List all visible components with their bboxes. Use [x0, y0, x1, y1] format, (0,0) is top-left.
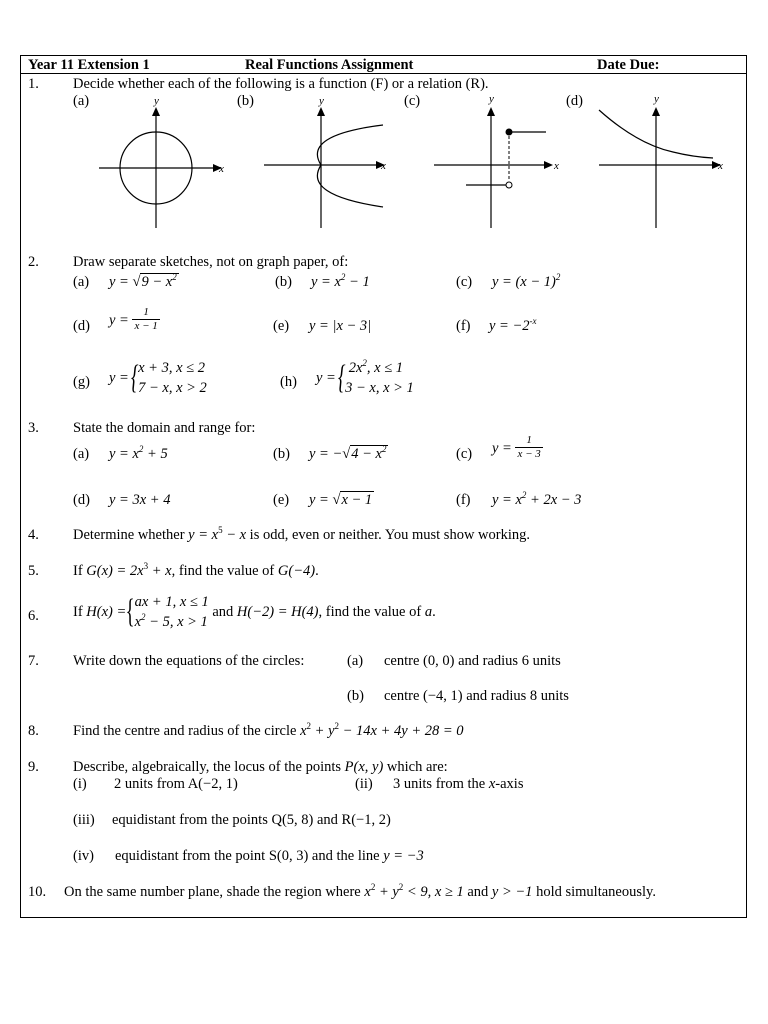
q2-b-expr: $y = x^2 - 1$ [311, 272, 370, 290]
q8-number: 8. [28, 723, 39, 739]
q2-g-expr: y = { x + 3, x ≤ 2 7 − x, x > 2 [109, 359, 207, 397]
q9-ii-text: 3 units from the x-axis [393, 776, 524, 792]
graph-d-y-arrow [652, 107, 660, 116]
graph-c-x-arrow [544, 161, 553, 169]
graph-d-decay [595, 92, 730, 230]
q7-b-text: centre (−4, 1) and radius 8 units [384, 688, 569, 704]
q1-number: 1. [28, 76, 39, 92]
q3-c-expr: y = $\frac{1}{x - 3}$ [492, 434, 541, 460]
q3-f-expr: $y = x^2 + 2x - 3$ [492, 490, 582, 508]
q7-a-text: centre (0, 0) and radius 6 units [384, 653, 561, 669]
q2-d-expr: y = $\frac{1}{x - 1}$ [109, 306, 158, 332]
q4-number: 4. [28, 527, 39, 543]
q4-text: Determine whether $y = x^5 - x$ is odd, even or neither. You must show working. [73, 525, 531, 543]
q3-number: 3. [28, 420, 39, 436]
q2-f-expr: $y = -2^{-x}$ [489, 316, 537, 334]
q7-b-label: (b) [347, 688, 364, 704]
q1-label-b: (b) [237, 93, 254, 109]
q6-brace: { [125, 593, 135, 631]
graph-a-circle [95, 92, 230, 230]
graph-c-x-label: x [554, 160, 559, 172]
q9-iv-label: (iv) [73, 848, 94, 864]
q2-text: Draw separate sketches, not on graph paper, of: [73, 254, 349, 270]
q2-d-label: (d) [73, 318, 90, 334]
graph-c-step [430, 92, 565, 230]
graph-b-y-arrow [317, 107, 325, 116]
q9-ii-label: (ii) [355, 776, 373, 792]
q3-a-expr: $y = x^2 + 5$ [109, 444, 168, 462]
graph-d-y-label: y [654, 93, 659, 105]
q7-number: 7. [28, 653, 39, 669]
q2-e-label: (e) [273, 318, 290, 334]
q3-b-expr: $y = -√4 - x^2$ [309, 444, 387, 462]
q2-a-expr: $y = √9 - x^2$ [109, 272, 177, 290]
q3-e-label: (e) [273, 492, 290, 508]
q2-h-brace: { [338, 359, 347, 397]
q2-c-expr: $y = (x - 1)^2$ [492, 272, 561, 290]
graph-c-open-dot [506, 182, 512, 188]
q3-c-label: (c) [456, 446, 473, 462]
q2-e-expr: y = |x − 3| [309, 318, 372, 334]
q1-label-a: (a) [73, 93, 90, 109]
graph-c-y-arrow [487, 107, 495, 116]
q6-number: 6. [28, 608, 39, 624]
q2-h-label: (h) [280, 374, 297, 390]
graph-b-y-label: y [319, 95, 324, 107]
q1-label-d: (d) [566, 93, 583, 109]
q9-iv-text: equidistant from the point S(0, 3) and the line y = −3 [115, 848, 424, 864]
q2-a-label: (a) [73, 274, 90, 290]
header-date-due: Date Due: [597, 57, 660, 73]
q6-text: If H(x) ={ ax + 1, x ≤ 1 $x^2 - 5$, x > 1 and H(−2) = H(4), find the value of a. [73, 593, 436, 631]
graph-d-x-label: x [718, 160, 723, 172]
header-divider [20, 73, 747, 74]
q2-c-label: (c) [456, 274, 473, 290]
q2-b-label: (b) [275, 274, 292, 290]
q3-d-label: (d) [73, 492, 90, 508]
header-year: Year 11 Extension 1 [28, 57, 150, 73]
q1-label-c: (c) [404, 93, 421, 109]
q8-text: Find the centre and radius of the circle $x^2 + y^2 - 14x + 4y + 28 = 0$ [73, 721, 464, 739]
graph-b-curve [317, 125, 383, 207]
q9-number: 9. [28, 759, 39, 775]
q2-g-label: (g) [73, 374, 90, 390]
q10-number: 10. [28, 884, 47, 900]
q9-iii-text: equidistant from the points Q(5, 8) and R(−1, 2) [112, 812, 391, 828]
q9-i-label: (i) [73, 776, 87, 792]
graph-c-y-label: y [489, 93, 494, 105]
q3-text: State the domain and range for: [73, 420, 256, 436]
q3-d-expr: y = 3x + 4 [109, 492, 171, 508]
q3-f-label: (f) [456, 492, 471, 508]
q9-text: Describe, algebraically, the locus of the points P(x, y) which are: [73, 759, 448, 775]
q1-text: Decide whether each of the following is a function (F) or a relation (R). [73, 76, 489, 92]
graph-a-x-label: x [219, 163, 224, 175]
header-title: Real Functions Assignment [245, 57, 414, 73]
graph-a-y-arrow [152, 107, 160, 116]
q5-number: 5. [28, 563, 39, 579]
q2-h-expr: y = { $2x^2$, x ≤ 1 3 − x, x > 1 [316, 358, 414, 397]
q7-a-label: (a) [347, 653, 364, 669]
q3-a-label: (a) [73, 446, 90, 462]
graph-b-parabola [260, 92, 395, 230]
q2-f-label: (f) [456, 318, 471, 334]
q2-number: 2. [28, 254, 39, 270]
q2-g-brace: { [131, 359, 140, 397]
q3-b-label: (b) [273, 446, 290, 462]
q9-i-text: 2 units from A(−2, 1) [114, 776, 238, 792]
q9-iii-label: (iii) [73, 812, 95, 828]
q5-text: If $G(x) = 2x^3 + x$, find the value of G(−4). [73, 561, 319, 579]
graph-c-closed-dot [506, 129, 513, 136]
graph-a-y-label: y [154, 95, 159, 107]
q3-e-expr: y = √x − 1 [309, 492, 373, 508]
q7-text: Write down the equations of the circles: [73, 653, 305, 669]
q10-text: On the same number plane, shade the region where $x^2 + y^2 < 9$, x ≥ 1 and y > −1 hold simultaneously. [64, 882, 656, 900]
graph-b-x-label: x [381, 160, 386, 172]
